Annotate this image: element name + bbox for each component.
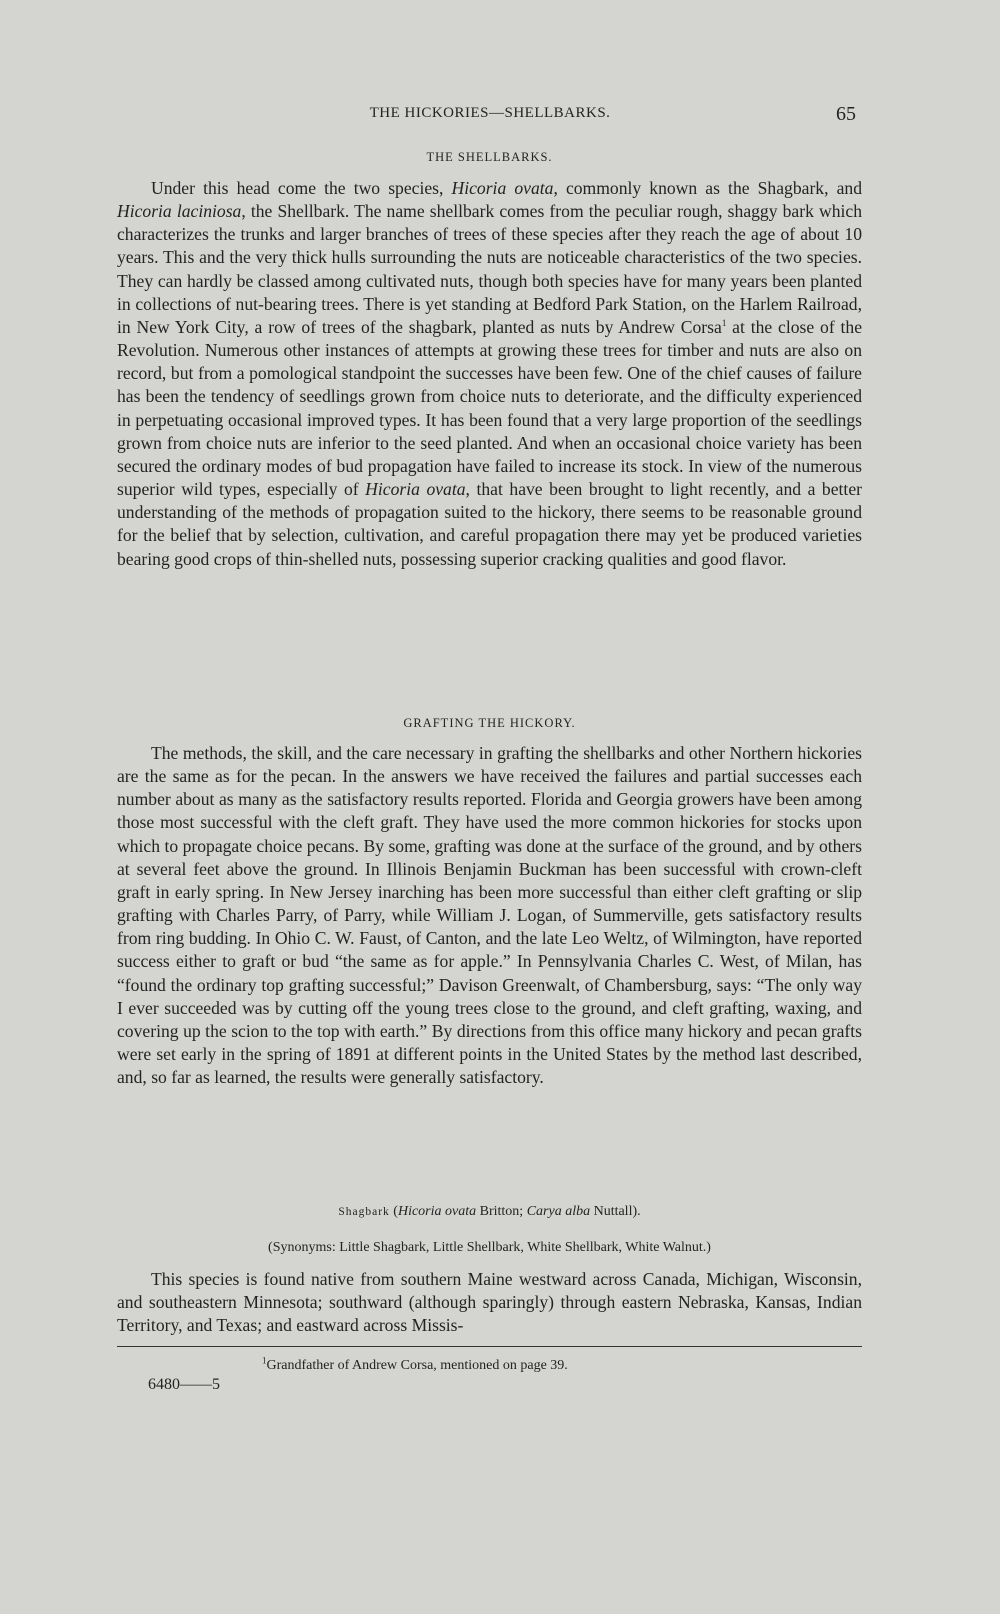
footnote (262, 1355, 568, 1374)
paragraph-shellbarks (117, 177, 862, 571)
text-run: at the close of the Revolution. Numerous other instances of attempts at growing these trees for timber and nuts are also on record, but from a pomological standpoint the successes have been few. One of the chief causes of failure has been the tendency of seedlings grown from choice nuts to deteriorate, and the difficulty experienced in perpetuating occasional improved types. It has been found that a very large proportion of the seedlings grown from choice nuts are inferior to the seed planted. And when an occasional choice variety has been secured the ordinary modes of bud propagation have failed to increase its stock. In view of the numerous superior wild types, especially of (117, 316, 863, 500)
text-run: Under this head come the two species, (151, 178, 452, 198)
running-title: THE HICKORIES—SHELLBARKS. (369, 105, 611, 121)
scientific-name: Hicoria ovata (451, 178, 554, 198)
text-run: Nuttall). (590, 1204, 641, 1219)
footnote-text: Grandfather of Andrew Corsa, mentioned on page 39. (266, 1358, 568, 1373)
signature-mark: 6480——5 (148, 1376, 220, 1393)
scientific-name: Hicoria ovata (397, 1204, 477, 1219)
paragraph-grafting (117, 742, 862, 1089)
text-run: , commonly known as the Shagbark, and (553, 178, 862, 198)
footnote-marker: 1 (721, 318, 727, 329)
page-number: 65 (836, 103, 856, 125)
footnote-rule (117, 1346, 862, 1347)
paragraph-shagbark (117, 1268, 862, 1337)
text-run: ( (389, 1204, 398, 1219)
scientific-name: Carya alba (526, 1204, 591, 1219)
species-title (117, 1204, 862, 1220)
section-heading-grafting: GRAFTING THE HICKORY. (403, 716, 576, 730)
section-heading-shellbarks: THE SHELLBARKS. (426, 150, 553, 164)
shagbark-body: This species is found native from southern Maine westward across Canada, Michigan, Wisconsin, and southeastern Minnesota; southward (although sparingly) through eastern Nebraska, Kansas, Indian Territory, and Texas; and eastward across Missis- (117, 1269, 862, 1336)
scientific-name: Hicoria ovata (365, 479, 466, 500)
species-common-name: Shagbark (338, 1206, 390, 1218)
text-run: , that have been brought to light recently, and a better understanding of the methods of propagation suited to the hickory, there seems to be reasonable ground for the belief that by selection, cultivation, and careful propagation there may yet be produced varieties bearing good crops of thin-shelled nuts, possessing superior cracking qualities and good flavor. (117, 479, 862, 569)
text-run: Britton; (476, 1204, 527, 1219)
grafting-body: The methods, the skill, and the care necessary in grafting the shellbarks and other Northern hickories are the same as for the pecan. In the answers we have received the failures and partial successes each number about as many as the satisfactory results reported. Florida and Georgia growers have been among those most successful with the cleft graft. They have used the more common hickories for stocks upon which to propagate choice pecans. By some, grafting was done at the surface of the ground, and by others at several feet above the ground. In Illinois Benjamin Buckman has been successful with crown-cleft graft in early spring. In New Jersey inarching has been more successful than either cleft grafting or slip grafting with Charles Parry, of Parry, while William J. Logan, of Summerville, gets satisfactory results from ring budding. In Ohio C. W. Faust, of Canton, and the late Leo Weltz, of Wilmington, have reported success either to graft or bud “the same as for apple.” In Pennsylvania Charles C. West, of Milan, has “found the ordinary top grafting successful;” Davison Greenwalt, of Chambersburg, says: “The only way I ever succeeded was by cutting off the young trees close to the ground, and cleft grafting, waxing, and covering up the scion to the top with earth.” By directions from this office many hickory and pecan grafts were set early in the spring of 1891 at different points in the United States by the method last described, and, so far as learned, the results were generally satisfactory. (117, 743, 862, 1088)
footnote-marker: 1 (262, 1355, 267, 1366)
scientific-name: Hicoria laciniosa (117, 201, 242, 222)
species-synonyms: (Synonyms: Little Shagbark, Little Shellbark, White Shellbark, White Walnut.) (268, 1240, 711, 1255)
text-run: , the Shellbark. The name shellbark comes from the peculiar rough, shaggy bark which characterizes the trunks and larger branches of trees of these species after they reach the age of about 10 years. This and the very thick hulls surrounding the nuts are noticeable characteristics of the two species. They can hardly be classed among cultivated nuts, though both species have for many years been planted in collections of nut-bearing trees. There is yet standing at Bedford Park Station, on the Harlem Railroad, in New York City, a row of trees of the shagbark, planted as nuts by Andrew Corsa (117, 201, 862, 337)
